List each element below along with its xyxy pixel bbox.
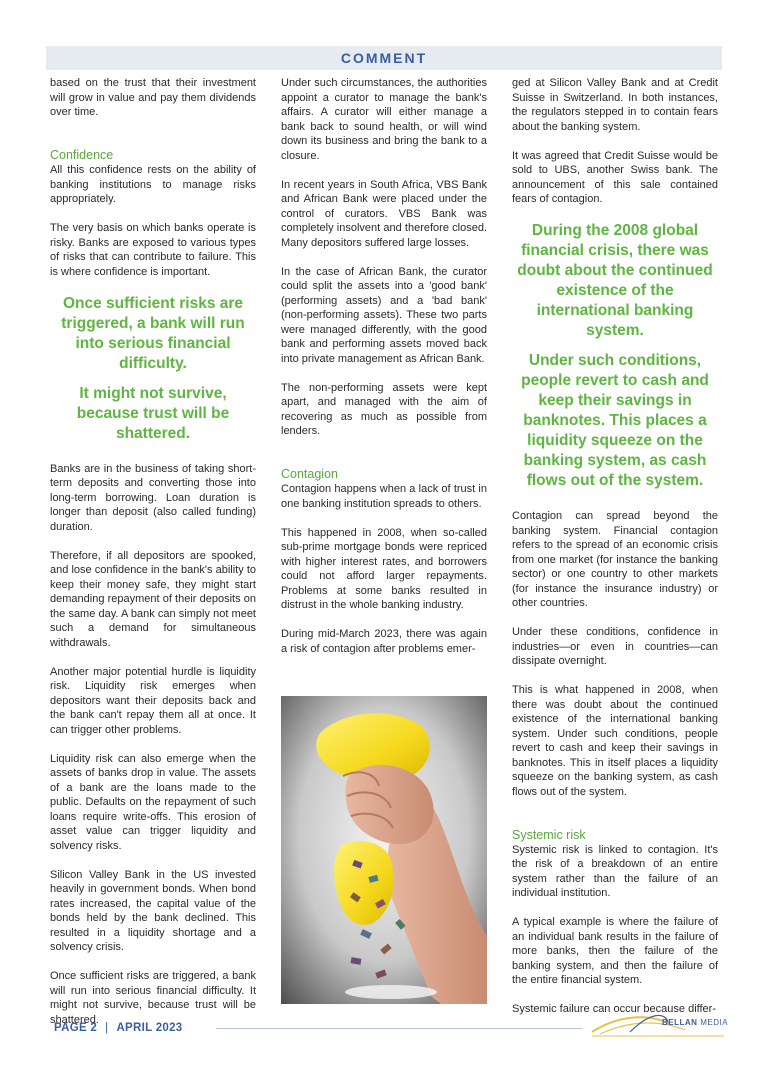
paragraph: Systemic failure can occur because differ- xyxy=(512,1003,716,1015)
page-footer xyxy=(54,1022,183,1034)
paragraph: This is what happened in 2008, when there was doubt about the continued existence of the international banking system. Under such conditions, people revert to cash and keep their savings in banknotes. This in itself places a liquidity squeeze on the banking system, as cash flows out of the system. xyxy=(512,684,718,798)
paragraph: Another major potential hurdle is liquidity risk. Liquidity risk emerges when depositors want their deposits back and the bank can't repay them all at once. It can trigger other problems. xyxy=(50,665,256,736)
paragraph: The non-performing assets were kept apart, and managed with the aim of recovering as much as possible from lenders. xyxy=(281,381,487,437)
pull-quote: Under such conditions, people revert to cash and keep their savings in banknotes. This places a liquidity squeeze on the banking system, as cash flows out of the system. xyxy=(521,352,709,489)
section-header xyxy=(46,46,722,70)
paragraph: Silicon Valley Bank in the US invested heavily in government bonds. When bond rates increased, the capital value of the bonds held by the bank declined. This resulted in a liquidity shortage and a solvency crisis. xyxy=(50,868,256,953)
paragraph: All this confidence rests on the ability of banking institutions to manage risks appropriately. xyxy=(50,164,256,205)
paragraph: Contagion can spread beyond the banking system. Financial contagion refers to the spread of an economic crisis from one market (for instance the banking sector) or one country to other markets (for instance the insurance industry) or other countries. xyxy=(512,510,718,609)
sponge-money-photo xyxy=(281,696,487,1004)
paragraph: based on the trust that their investment will grow in value and pay them dividends over time. xyxy=(50,77,256,118)
paragraph: Under these conditions, confidence in industries—or even in countries—can dissipate overnight. xyxy=(512,626,718,667)
paragraph: During mid-March 2023, there was again a risk of contagion after problems emer- xyxy=(281,628,487,655)
paragraph: Liquidity risk can also emerge when the assets of banks drop in value. The assets of a bank are the loans made to the public. Defaults on the repayment of such loans require write-offs. This erosion of asset value can trigger liquidity and solvency risks. xyxy=(50,752,256,852)
pull-quote: It might not survive, because trust will be shattered. xyxy=(76,384,230,442)
issue-date: APRIL 2023 xyxy=(116,1022,183,1034)
paragraph: A typical example is where the failure of an individual bank results in the failure of more banks, then the failure of the banking system, and then the failure of the entire financial system. xyxy=(512,916,718,986)
subheading-confidence: Confidence xyxy=(50,148,114,162)
paragraph: The very basis on which banks operate is risky. Banks are exposed to various types of risks that can contribute to failure. This is where confidence is important. xyxy=(50,222,256,278)
paragraph: In the case of African Bank, the curator could split the assets into a 'good bank' (performing assets) and a 'bad bank' (non-performing assets). These two parts were managed differently, with the good bank and performing assets moved back into private management as African Bank. xyxy=(281,265,487,365)
article-column-2 xyxy=(281,76,487,671)
paragraph: This happened in 2008, when so-called sub-prime mortgage bonds were repriced with higher interest rates, and borrowers could not afford larger repayments. Problems at some banks resulted in distrust in the whole banking industry. xyxy=(281,526,487,611)
footer-divider xyxy=(216,1028,582,1029)
subheading-contagion: Contagion xyxy=(281,467,338,481)
logo-suffix: MEDIA xyxy=(700,1018,729,1027)
paragraph: It was agreed that Credit Suisse would be sold to UBS, another Swiss bank. The announcement of this sale contained fears of contagion. xyxy=(512,149,718,205)
paragraph: Systemic risk is linked to contagion. It's the risk of a breakdown of an entire system rather than the failure of an individual institution. xyxy=(512,843,718,899)
paragraph: Contagion happens when a lack of trust in one banking institution spreads to others. xyxy=(281,483,487,510)
paragraph: Once sufficient risks are triggered, a bank will run into serious financial difficulty. It might not survive, because trust will be shattered. xyxy=(50,970,256,1026)
logo-brand: BELLAN xyxy=(662,1018,698,1027)
article-column-3 xyxy=(512,76,718,1031)
footer-separator: | xyxy=(105,1022,109,1034)
paragraph: In recent years in South Africa, VBS Bank and African Bank were placed under the control of curators. VBS Bank was completely insolvent and therefore closed. Many depositors suffered large losses. xyxy=(281,178,487,249)
paragraph: Banks are in the business of taking short-term deposits and converting those into long-term borrowing. Loan duration is longer than deposit (also called funding) duration. xyxy=(50,462,256,533)
pull-quote: Once sufficient risks are triggered, a bank will run into serious financial difficulty. xyxy=(61,294,245,372)
paragraph: Under such circumstances, the authorities appoint a curator to manage the bank's affairs. A curator will either manage a bank back to sound health, or will wind down its business and bring the bank to a closure. xyxy=(281,77,487,162)
section-title: COMMENT xyxy=(340,50,428,66)
logo-wordmark xyxy=(662,1018,728,1027)
page-number: PAGE 2 xyxy=(54,1022,98,1034)
paragraph: Therefore, if all depositors are spooked, and lose confidence in the bank's ability to keep their money safe, they might start demanding repayment of their deposits on the same day. A bank can simply not meet such a demand for simultaneous withdrawals. xyxy=(50,549,256,649)
paragraph: ged at Silicon Valley Bank and at Credit Suisse in Switzerland. In both instances, the regulators stepped in to contain fears about the banking system. xyxy=(512,77,718,133)
subheading-systemic-risk: Systemic risk xyxy=(512,827,586,842)
article-column-1 xyxy=(50,76,256,1042)
pull-quote: During the 2008 global financial crisis, there was doubt about the continued existence of the international banking system. xyxy=(517,222,713,339)
